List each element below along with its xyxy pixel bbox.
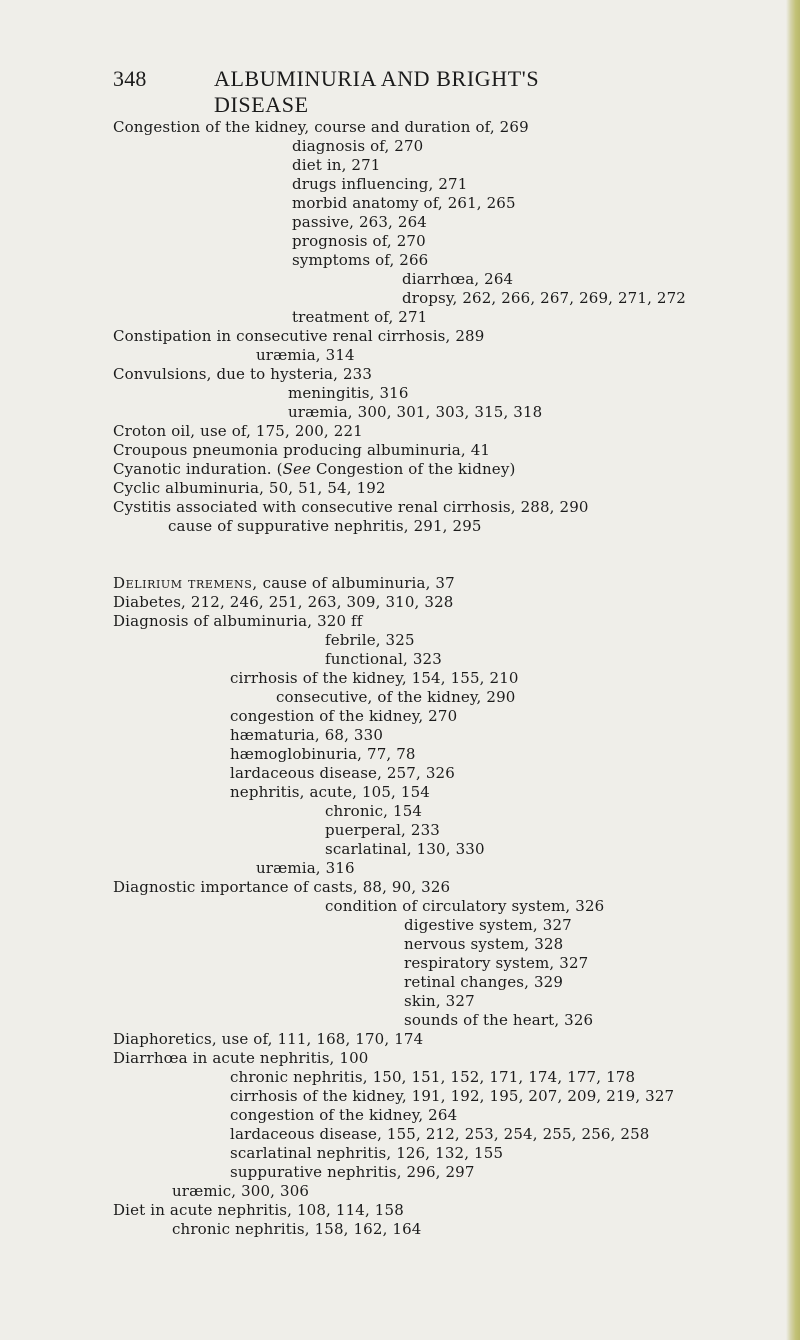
index-subentry: meningitis, 316 (288, 384, 409, 402)
index-subentry: digestive system, 327 (404, 916, 572, 934)
index-subentry: retinal changes, 329 (404, 973, 564, 991)
index-entry: Diet in acute nephritis, 108, 114, 158 (113, 1201, 404, 1219)
entry-heading-smallcaps: Delirium tremens, (113, 574, 258, 592)
index-subentry: puerperal, 233 (325, 821, 440, 839)
index-subentry: diarrhœa, 264 (402, 270, 514, 288)
index-subentry: cirrhosis of the kidney, 191, 192, 195, 207, 209, 219, 327 (230, 1087, 675, 1105)
index-entry: Cyclic albuminuria, 50, 51, 54, 192 (113, 479, 386, 497)
index-entry: Croton oil, use of, 175, 200, 221 (113, 422, 363, 440)
index-subentry: diagnosis of, 270 (292, 137, 424, 155)
index-subentry: cirrhosis of the kidney, 154, 155, 210 (230, 669, 519, 687)
index-entry: Congestion of the kidney, course and duration of, 269 (113, 118, 529, 136)
index-subentry: skin, 327 (404, 992, 475, 1010)
index-subentry: consecutive, of the kidney, 290 (276, 688, 516, 706)
index-subentry: treatment of, 271 (292, 308, 428, 326)
index-entry: Constipation in consecutive renal cirrhosis, 289 (113, 327, 485, 345)
page-number: 348 (113, 66, 147, 91)
index-entry: Convulsions, due to hysteria, 233 (113, 365, 373, 383)
index-subentry: sounds of the heart, 326 (404, 1011, 594, 1029)
index-subentry: scarlatinal, 130, 330 (325, 840, 485, 858)
index-subentry: uræmic, 300, 306 (172, 1182, 310, 1200)
cross-reference-see: See (282, 460, 312, 478)
running-header (113, 66, 633, 117)
index-subentry: uræmia, 316 (256, 859, 355, 877)
index-subentry: febrile, 325 (325, 631, 415, 649)
index-subentry: respiratory system, 327 (404, 954, 589, 972)
index-entry (113, 574, 455, 593)
index-subentry: chronic, 154 (325, 802, 423, 820)
entry-text: Congestion of the kidney) (311, 460, 516, 478)
index-subentry: suppurative nephritis, 296, 297 (230, 1163, 475, 1181)
page-title: ALBUMINURIA AND BRIGHT'S DISEASE (214, 66, 540, 117)
index-subentry: functional, 323 (325, 650, 442, 668)
index-subentry: symptoms of, 266 (292, 251, 429, 269)
index-subentry: uræmia, 300, 301, 303, 315, 318 (288, 403, 543, 421)
index-subentry: dropsy, 262, 266, 267, 269, 271, 272 (402, 289, 686, 307)
index-subentry: hæmaturia, 68, 330 (230, 726, 384, 744)
index-entry: Diagnostic importance of casts, 88, 90, 326 (113, 878, 451, 896)
index-subentry: nephritis, acute, 105, 154 (230, 783, 430, 801)
index-entry (113, 460, 515, 479)
index-entry: Diagnosis of albuminuria, 320 ff (113, 612, 363, 630)
index-subentry: lardaceous disease, 257, 326 (230, 764, 455, 782)
index-entry: Diabetes, 212, 246, 251, 263, 309, 310, 328 (113, 593, 454, 611)
index-subentry: congestion of the kidney, 270 (230, 707, 458, 725)
index-subentry: cause of suppurative nephritis, 291, 295 (168, 517, 482, 535)
index-entry: Cystitis associated with consecutive renal cirrhosis, 288, 290 (113, 498, 589, 516)
entry-text: Cyanotic induration. ( (113, 460, 283, 478)
index-subentry: chronic nephritis, 158, 162, 164 (172, 1220, 422, 1238)
index-subentry: passive, 263, 264 (292, 213, 427, 231)
index-entry: Diarrhœa in acute nephritis, 100 (113, 1049, 369, 1067)
index-subentry: prognosis of, 270 (292, 232, 426, 250)
index-subentry: uræmia, 314 (256, 346, 355, 364)
index-subentry: nervous system, 328 (404, 935, 564, 953)
index-subentry: congestion of the kidney, 264 (230, 1106, 458, 1124)
index-subentry: morbid anatomy of, 261, 265 (292, 194, 516, 212)
index-subentry: diet in, 271 (292, 156, 381, 174)
index-subentry: condition of circulatory system, 326 (325, 897, 605, 915)
page-edge (786, 0, 800, 1340)
index-subentry: lardaceous disease, 155, 212, 253, 254, 255, 256, 258 (230, 1125, 650, 1143)
index-entry: Diaphoretics, use of, 111, 168, 170, 174 (113, 1030, 424, 1048)
index-entry: Croupous pneumonia producing albuminuria, 41 (113, 441, 491, 459)
entry-text: cause of albuminuria, 37 (257, 574, 455, 592)
index-subentry: hæmoglobinuria, 77, 78 (230, 745, 416, 763)
index-subentry: scarlatinal nephritis, 126, 132, 155 (230, 1144, 504, 1162)
index-subentry: drugs influencing, 271 (292, 175, 468, 193)
index-subentry: chronic nephritis, 150, 151, 152, 171, 174, 177, 178 (230, 1068, 636, 1086)
